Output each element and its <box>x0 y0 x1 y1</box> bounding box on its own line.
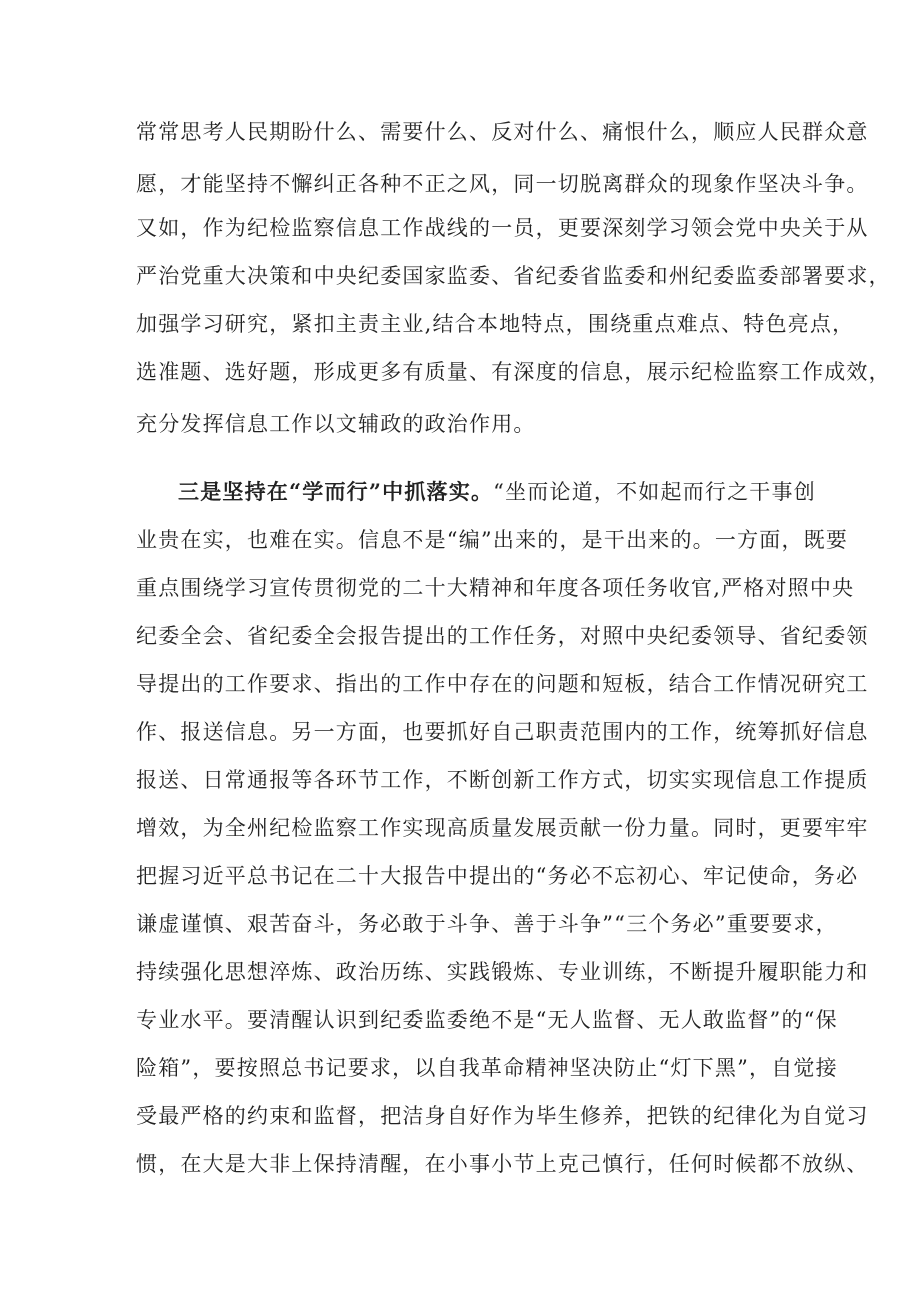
paragraph-line: 业贵在实，也难在实。信息不是“编”出来的，是干出来的。一方面，既要 <box>136 528 849 552</box>
paragraph-line: 把握习近平总书记在二十大报告中提出的“务必不忘初心、牢记使命，务必 <box>136 864 859 888</box>
paragraph-line: 又如，作为纪检监察信息工作战线的一员，更要深刻学习领会党中央关于从 <box>136 216 869 240</box>
paragraph-line: 加强学习研究，紧扣主责主业,结合本地特点，围绕重点难点、特色亮点， <box>136 312 855 336</box>
paragraph-line: 纪委全会、省纪委全会报告提出的工作任务，对照中央纪委领导、省纪委领 <box>136 624 869 648</box>
paragraph-line: 严治党重大决策和中央纪委国家监委、省纪委省监委和州纪委监委部署要求， <box>136 264 891 288</box>
paragraph-line: 导提出的工作要求、指出的工作中存在的问题和短板，结合工作情况研究工 <box>136 672 869 696</box>
paragraph-line: 惯，在大是大非上保持清醒，在小事小节上克己慎行，任何时候都不放纵、 <box>136 1152 869 1176</box>
paragraph-line: 险箱”，要按照总书记要求，以自我革命精神坚决防止“灯下黑”，自觉接 <box>136 1056 838 1080</box>
paragraph-line: 重点围绕学习宣传贯彻党的二十大精神和年度各项任务收官,严格对照中央 <box>136 576 855 600</box>
paragraph-line: 选准题、选好题，形成更多有质量、有深度的信息，展示纪检监察工作成效， <box>136 360 891 384</box>
paragraph-line: 充分发挥信息工作以文辅政的政治作用。 <box>136 412 536 436</box>
paragraph-line: 作、报送信息。另一方面，也要抓好自己职责范围内的工作，统筹抓好信息 <box>136 720 869 744</box>
paragraph-line: 谦虚谨慎、艰苦奋斗，务必敢于斗争、善于斗争”“三个务必”重要要求， <box>136 912 838 936</box>
paragraph-line: 愿，才能坚持不懈纠正各种不正之风，同一切脱离群众的现象作坚决斗争。 <box>136 172 869 196</box>
paragraph-line: 报送、日常通报等各环节工作，不断创新工作方式，切实实现信息工作提质 <box>136 768 869 792</box>
paragraph-line: 专业水平。要清醒认识到纪委监委绝不是“无人监督、无人敢监督”的“保 <box>136 1008 838 1032</box>
paragraph-first-line <box>178 472 816 512</box>
paragraph-line: 常常思考人民期盼什么、需要什么、反对什么、痛恨什么，顺应人民群众意 <box>136 120 869 144</box>
paragraph-line-rest: “坐而论道，不如起而行之干事创 <box>493 480 816 504</box>
paragraph-line: 持续强化思想淬炼、政治历练、实践锻炼、专业训练，不断提升履职能力和 <box>136 960 869 984</box>
paragraph-line: 受最严格的约束和监督，把洁身自好作为毕生修养，把铁的纪律化为自觉习 <box>136 1104 869 1128</box>
paragraph-line: 增效，为全州纪检监察工作实现高质量发展贡献一份力量。同时，更要牢牢 <box>136 816 869 840</box>
section-heading: 三是坚持在“学而行”中抓落实。 <box>178 479 494 504</box>
